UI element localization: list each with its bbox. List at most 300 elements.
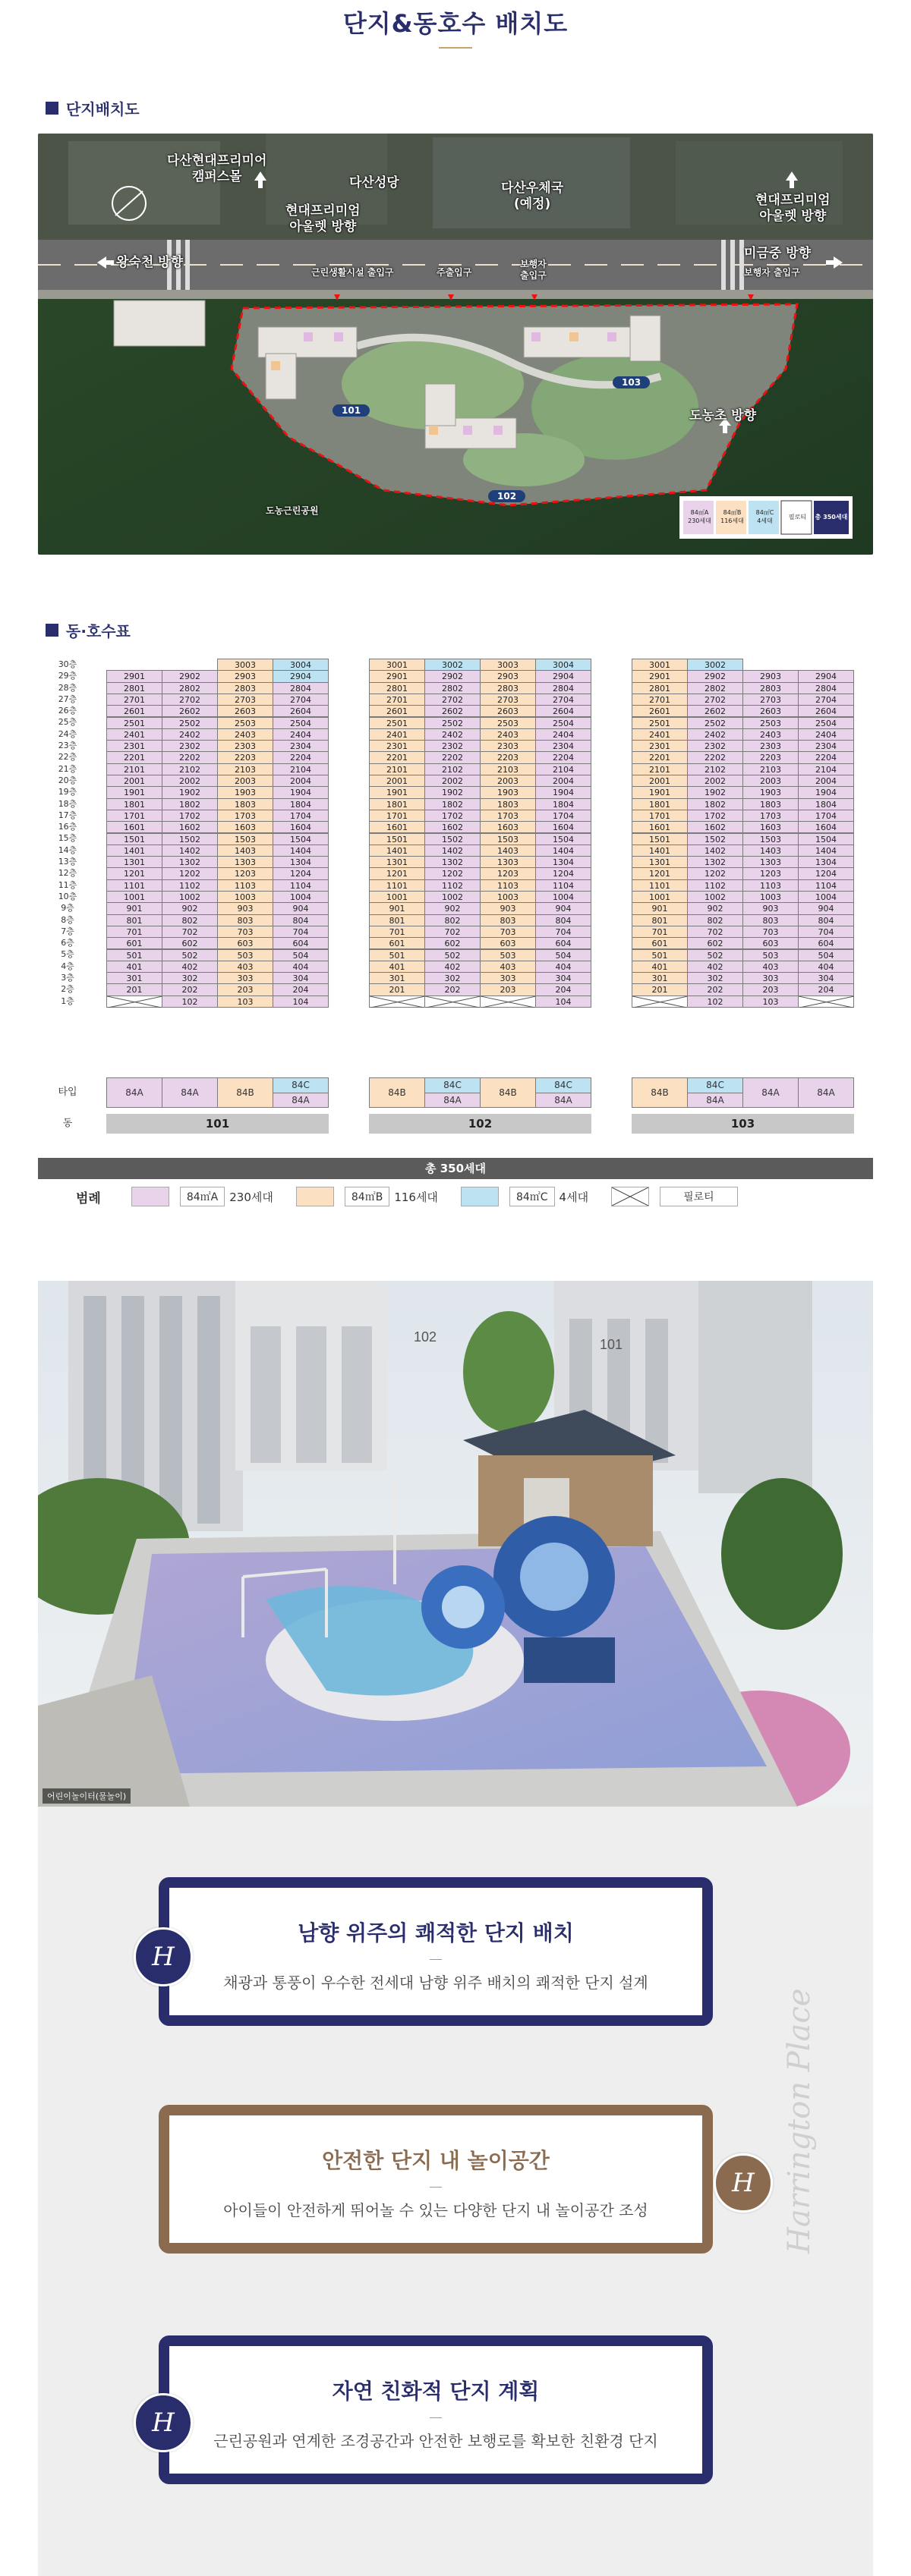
- unit-cell: 2004: [535, 775, 591, 787]
- piloti-cell: [369, 995, 425, 1008]
- feature-title: 안전한 단지 내 놀이공간: [322, 2148, 550, 2173]
- unit-cell: 603: [742, 937, 799, 949]
- unit-cell: 2204: [798, 751, 854, 763]
- unit-cell: 504: [273, 949, 329, 961]
- unit-cell: 802: [687, 914, 743, 926]
- unit-cell: 2604: [273, 705, 329, 717]
- unit-cell: 1502: [687, 833, 743, 845]
- unit-cell: 1204: [273, 867, 329, 879]
- floor-label: 9층: [61, 903, 74, 914]
- unit-cell: 1503: [742, 833, 799, 845]
- unit-cell: 2301: [106, 740, 162, 752]
- unit-cell: 304: [273, 972, 329, 984]
- unit-cell: 3001: [632, 659, 688, 671]
- piloti-cell: [632, 995, 688, 1008]
- unit-cell: 2103: [742, 763, 799, 775]
- unit-cell: 701: [632, 926, 688, 938]
- unit-cell: 404: [535, 961, 591, 973]
- type-label: 84A: [273, 1093, 328, 1108]
- unit-cell: 203: [742, 983, 799, 995]
- floor-label: 13층: [58, 857, 77, 867]
- unit-cell: 1404: [273, 845, 329, 857]
- site-plan-map: [38, 134, 873, 555]
- unit-cell: 2901: [369, 670, 425, 682]
- floor-label: 12층: [58, 868, 77, 879]
- unit-cell: 1303: [742, 856, 799, 868]
- unit-cell: 1002: [424, 891, 481, 903]
- unit-cell: 1602: [687, 821, 743, 833]
- map-legend-piloti: 필로티: [788, 514, 807, 521]
- unit-cell: 404: [273, 961, 329, 973]
- unit-cell: 2601: [632, 705, 688, 717]
- unit-cell: 2003: [742, 775, 799, 787]
- unit-cell: 701: [106, 926, 162, 938]
- unit-cell: 1204: [798, 867, 854, 879]
- unit-cell: 2104: [798, 763, 854, 775]
- unit-cell: 303: [742, 972, 799, 984]
- type-cell: [687, 1077, 743, 1108]
- unit-cell: 604: [798, 937, 854, 949]
- unit-cell: 1501: [106, 833, 162, 845]
- unit-cell: 501: [632, 949, 688, 961]
- unit-cell: 2101: [632, 763, 688, 775]
- unit-cell: 102: [162, 995, 218, 1008]
- unit-cell: 2001: [369, 775, 425, 787]
- unit-cell: 203: [217, 983, 273, 995]
- legend-label-84a: 84㎡A: [180, 1187, 225, 1206]
- unit-cell: 203: [480, 983, 536, 995]
- unit-cell: 1901: [369, 786, 425, 798]
- unit-cell: 904: [273, 902, 329, 914]
- unit-cell: 2901: [632, 670, 688, 682]
- unit-table-title: 동·호수표: [66, 622, 131, 640]
- unit-cell: 1104: [535, 879, 591, 892]
- unit-cell: 1202: [424, 867, 481, 879]
- unit-cell: 904: [535, 902, 591, 914]
- dong-label: 103: [632, 1114, 854, 1134]
- site-plan-title: 단지배치도: [66, 100, 140, 118]
- map-legend-84a: 84㎡A 230세대: [688, 509, 711, 524]
- unit-cell: 2602: [687, 705, 743, 717]
- unit-cell: 2302: [687, 740, 743, 752]
- unit-cell: 904: [798, 902, 854, 914]
- feature-title: 자연 친화적 단지 계획: [332, 2379, 540, 2404]
- floor-label: 8층: [61, 914, 74, 925]
- unit-cell: 2401: [106, 728, 162, 741]
- floor-label: 16층: [58, 822, 77, 832]
- feature-divider: [430, 2187, 442, 2188]
- title-divider: [439, 47, 472, 49]
- unit-cell: 2201: [106, 751, 162, 763]
- unit-cell: 1904: [273, 786, 329, 798]
- unit-cell: 901: [369, 902, 425, 914]
- type-label: 84A: [688, 1093, 742, 1108]
- unit-cell: 2803: [217, 682, 273, 694]
- unit-cell: 302: [687, 972, 743, 984]
- type-cell: [162, 1077, 218, 1108]
- playground-building-101: 101: [600, 1337, 623, 1352]
- unit-cell: 1202: [162, 867, 218, 879]
- unit-cell: 2002: [424, 775, 481, 787]
- unit-cell: 602: [424, 937, 481, 949]
- legend-label-84c: 84㎡C: [509, 1187, 555, 1206]
- unit-cell: 2703: [480, 694, 536, 706]
- unit-cell: 704: [535, 926, 591, 938]
- unit-cell: 1904: [798, 786, 854, 798]
- label-wangsuk-direction: 왕숙천 방향: [116, 255, 184, 270]
- type-cell: [217, 1077, 273, 1108]
- unit-cell: 902: [424, 902, 481, 914]
- unit-cell: 2702: [687, 694, 743, 706]
- unit-cell: 304: [535, 972, 591, 984]
- unit-cell: 2101: [106, 763, 162, 775]
- label-entrance-commercial: 근린생활시설 출입구: [311, 267, 394, 278]
- unit-cell: 1704: [273, 810, 329, 822]
- unit-cell: 2402: [687, 728, 743, 741]
- playground-caption: 어린이놀이터(물놀이): [43, 1788, 131, 1804]
- unit-cell: 1103: [217, 879, 273, 892]
- unit-cell: 1304: [798, 856, 854, 868]
- emblem-icon: H: [134, 2393, 193, 2452]
- feature-card-south-layout: [159, 1877, 713, 2026]
- unit-cell: 2704: [535, 694, 591, 706]
- unit-cell: 1001: [106, 891, 162, 903]
- unit-cell: 202: [687, 983, 743, 995]
- unit-cell: 2402: [162, 728, 218, 741]
- unit-cell: 2103: [217, 763, 273, 775]
- floor-label: 24층: [58, 728, 77, 739]
- unit-cell: 1802: [687, 798, 743, 810]
- unit-cell: 2503: [480, 717, 536, 729]
- unit-cell: 1304: [273, 856, 329, 868]
- unit-cell: 1403: [480, 845, 536, 857]
- floor-label: 14층: [58, 845, 77, 855]
- unit-cell: 801: [369, 914, 425, 926]
- label-donong-direction: 도농초 방향: [689, 408, 757, 423]
- section-bullet-icon: [46, 102, 58, 115]
- unit-cell: 1203: [217, 867, 273, 879]
- unit-cell: 2202: [424, 751, 481, 763]
- unit-cell: 2504: [798, 717, 854, 729]
- floor-label: 19층: [58, 787, 77, 797]
- unit-cell: 1402: [162, 845, 218, 857]
- unit-cell: 402: [424, 961, 481, 973]
- piloti-cell: [106, 995, 162, 1008]
- unit-table-heading: [46, 619, 131, 641]
- unit-cell: 2001: [632, 775, 688, 787]
- unit-cell: 2202: [687, 751, 743, 763]
- floor-label: 11층: [58, 879, 77, 890]
- unit-cell: 2401: [632, 728, 688, 741]
- feature-desc: 채광과 통풍이 우수한 전세대 남향 위주 배치의 쾌적한 단지 설계: [223, 1974, 648, 1992]
- unit-cell: 703: [217, 926, 273, 938]
- unit-cell: 3004: [535, 659, 591, 671]
- unit-cell: 2801: [369, 682, 425, 694]
- unit-cell: 403: [742, 961, 799, 973]
- unit-cell: 1902: [162, 786, 218, 798]
- unit-cell: 2002: [687, 775, 743, 787]
- unit-cell: 2904: [535, 670, 591, 682]
- unit-cell: 1701: [369, 810, 425, 822]
- type-label: 84A: [107, 1078, 162, 1107]
- unit-cell: 502: [162, 949, 218, 961]
- unit-cell: 804: [273, 914, 329, 926]
- unit-cell: 1304: [535, 856, 591, 868]
- site-plan-drawing: [38, 134, 873, 555]
- unit-cell: 2303: [217, 740, 273, 752]
- unit-cell: 1203: [742, 867, 799, 879]
- unit-cell: 701: [369, 926, 425, 938]
- label-migeum-direction: 미금중 방향: [744, 246, 812, 261]
- unit-cell: 2902: [162, 670, 218, 682]
- unit-cell: 1803: [217, 798, 273, 810]
- unit-cell: 1703: [480, 810, 536, 822]
- unit-cell: 1201: [106, 867, 162, 879]
- unit-cell: 401: [632, 961, 688, 973]
- unit-cell: 3001: [369, 659, 425, 671]
- legend-label-piloti: 필로티: [660, 1187, 738, 1206]
- unit-cell: 301: [632, 972, 688, 984]
- unit-cell: 403: [217, 961, 273, 973]
- unit-cell: 402: [687, 961, 743, 973]
- unit-cell: 1702: [424, 810, 481, 822]
- unit-cell: 2904: [273, 670, 329, 682]
- feature-desc: 아이들이 안전하게 뛰어놀 수 있는 다양한 단지 내 놀이공간 조성: [223, 2201, 648, 2219]
- floor-label: 23층: [58, 741, 77, 751]
- unit-cell: 2903: [742, 670, 799, 682]
- type-cell: [535, 1077, 591, 1108]
- unit-cell: 1302: [424, 856, 481, 868]
- floor-label: 3층: [61, 973, 74, 983]
- unit-cell: 204: [535, 983, 591, 995]
- unit-cell: 1604: [798, 821, 854, 833]
- label-entrance-pedestrian-1: 보행자 출입구: [520, 259, 547, 281]
- unit-cell: 2002: [162, 775, 218, 787]
- unit-cell: 103: [217, 995, 273, 1008]
- unit-cell: 1903: [742, 786, 799, 798]
- unit-cell: 302: [162, 972, 218, 984]
- unit-cell: 503: [480, 949, 536, 961]
- unit-cell: 202: [424, 983, 481, 995]
- unit-cell: 2701: [369, 694, 425, 706]
- unit-cell: 1402: [687, 845, 743, 857]
- unit-cell: 1302: [162, 856, 218, 868]
- unit-cell: 2603: [742, 705, 799, 717]
- unit-cell: 703: [480, 926, 536, 938]
- floor-label: 22층: [58, 752, 77, 763]
- unit-cell: 704: [798, 926, 854, 938]
- unit-cell: 801: [632, 914, 688, 926]
- unit-cell: 1003: [480, 891, 536, 903]
- label-entrance-main: 주출입구: [437, 267, 472, 278]
- unit-cell: 702: [424, 926, 481, 938]
- map-legend-total: 총 350세대: [815, 514, 848, 521]
- unit-cell: 2804: [535, 682, 591, 694]
- unit-cell: 2003: [480, 775, 536, 787]
- type-cell: [106, 1077, 162, 1108]
- unit-cell: 1504: [273, 833, 329, 845]
- unit-cell: 2201: [632, 751, 688, 763]
- unit-cell: 2803: [480, 682, 536, 694]
- unit-cell: 903: [742, 902, 799, 914]
- piloti-cell: [424, 995, 481, 1008]
- unit-cell: 1703: [742, 810, 799, 822]
- unit-cell: 2604: [535, 705, 591, 717]
- unit-cell: 201: [632, 983, 688, 995]
- unit-cell: 3002: [687, 659, 743, 671]
- floor-label: 10층: [58, 891, 77, 901]
- dong-label: 101: [106, 1114, 329, 1134]
- unit-cell: 2703: [217, 694, 273, 706]
- unit-cell: 1002: [162, 891, 218, 903]
- label-outlet-right: 현대프리미엄 아울렛 방향: [755, 193, 831, 225]
- unit-cell: 2104: [273, 763, 329, 775]
- unit-cell: 1003: [742, 891, 799, 903]
- unit-cell: 2601: [106, 705, 162, 717]
- building-102-label: 102: [488, 490, 525, 502]
- unit-cell: 2301: [632, 740, 688, 752]
- unit-cell: 501: [369, 949, 425, 961]
- unit-cell: 2401: [369, 728, 425, 741]
- unit-cell: 1403: [742, 845, 799, 857]
- unit-cell: 104: [273, 995, 329, 1008]
- unit-cell: 504: [798, 949, 854, 961]
- unit-cell: 1801: [632, 798, 688, 810]
- unit-cell: 2102: [162, 763, 218, 775]
- type-label: 84B: [632, 1078, 687, 1107]
- unit-cell: 2303: [480, 740, 536, 752]
- unit-cell: 804: [535, 914, 591, 926]
- unit-cell: 1004: [273, 891, 329, 903]
- unit-cell: 2704: [273, 694, 329, 706]
- unit-cell: 1102: [162, 879, 218, 892]
- legend-count-84b: 116세대: [394, 1190, 438, 1204]
- unit-cell: 104: [535, 995, 591, 1008]
- floor-label: 26층: [58, 706, 77, 716]
- map-legend: [683, 501, 850, 534]
- unit-cell: 401: [106, 961, 162, 973]
- unit-cell: 803: [480, 914, 536, 926]
- unit-cell: 1001: [369, 891, 425, 903]
- unit-cell: 1603: [742, 821, 799, 833]
- unit-cell: 1102: [424, 879, 481, 892]
- unit-cell: 1502: [162, 833, 218, 845]
- unit-cell: 1603: [217, 821, 273, 833]
- type-label: 84B: [370, 1078, 424, 1107]
- unit-cell: 2802: [162, 682, 218, 694]
- unit-cell: 301: [369, 972, 425, 984]
- unit-cell: 2804: [273, 682, 329, 694]
- unit-cell: 1601: [369, 821, 425, 833]
- unit-cell: 2603: [480, 705, 536, 717]
- feature-title: 남향 위주의 쾌적한 단지 배치: [298, 1920, 574, 1945]
- unit-cell: 1704: [798, 810, 854, 822]
- unit-cell: 901: [106, 902, 162, 914]
- unit-cell: 2101: [369, 763, 425, 775]
- unit-cell: 803: [742, 914, 799, 926]
- unit-cell: 2102: [687, 763, 743, 775]
- unit-cell: 602: [687, 937, 743, 949]
- unit-cell: 2302: [162, 740, 218, 752]
- unit-cell: 2701: [632, 694, 688, 706]
- unit-cell: 2501: [632, 717, 688, 729]
- unit-cell: 1401: [106, 845, 162, 857]
- unit-cell: 2702: [424, 694, 481, 706]
- unit-cell: 1601: [106, 821, 162, 833]
- unit-cell: 102: [687, 995, 743, 1008]
- unit-cell: 2403: [480, 728, 536, 741]
- map-legend-84b: 84㎡B 116세대: [720, 509, 744, 524]
- page-title: 단지&동호수 배치도: [342, 9, 569, 38]
- unit-cell: 1703: [217, 810, 273, 822]
- unit-cell: 303: [217, 972, 273, 984]
- unit-cell: 601: [106, 937, 162, 949]
- feature-divider: [430, 1959, 442, 1960]
- unit-cell: 1404: [798, 845, 854, 857]
- unit-cell: 2303: [742, 740, 799, 752]
- unit-cell: 703: [742, 926, 799, 938]
- unit-cell: 1904: [535, 786, 591, 798]
- unit-cell: 1303: [217, 856, 273, 868]
- unit-cell: 2203: [217, 751, 273, 763]
- unit-cell: 302: [424, 972, 481, 984]
- unit-cell: 804: [798, 914, 854, 926]
- unit-cell: 2404: [535, 728, 591, 741]
- unit-cell: 802: [424, 914, 481, 926]
- feature-card-playground: [159, 2105, 713, 2254]
- unit-cell: 1404: [535, 845, 591, 857]
- unit-cell: 2504: [273, 717, 329, 729]
- unit-cell: 1204: [535, 867, 591, 879]
- unit-cell: 1701: [632, 810, 688, 822]
- unit-cell: 201: [369, 983, 425, 995]
- floor-label: 27층: [58, 694, 77, 704]
- unit-cell: 603: [217, 937, 273, 949]
- building-101-label: 101: [333, 404, 370, 417]
- type-cell: [632, 1077, 688, 1108]
- label-entrance-pedestrian-2: 보행자 출입구: [744, 267, 800, 278]
- unit-cell: 1601: [632, 821, 688, 833]
- unit-cell: 204: [798, 983, 854, 995]
- unit-cell: 604: [535, 937, 591, 949]
- unit-cell: 1602: [424, 821, 481, 833]
- unit-cell: 1803: [480, 798, 536, 810]
- unit-cell: 902: [687, 902, 743, 914]
- unit-cell: 2802: [687, 682, 743, 694]
- floor-label: 17층: [58, 810, 77, 820]
- unit-cell: 1804: [535, 798, 591, 810]
- unit-cell: 402: [162, 961, 218, 973]
- unit-cell: 1902: [424, 786, 481, 798]
- type-label: 84C: [536, 1078, 591, 1093]
- unit-cell: 501: [106, 949, 162, 961]
- type-label: 84A: [743, 1078, 798, 1107]
- label-park: 도농근린공원: [266, 505, 319, 516]
- section-bullet-icon: [46, 624, 58, 637]
- dong-row-label: 동: [62, 1118, 73, 1129]
- unit-cell: 1803: [742, 798, 799, 810]
- unit-cell: 304: [798, 972, 854, 984]
- piloti-cell: [480, 995, 536, 1008]
- floor-label: 2층: [61, 984, 74, 995]
- unit-cell: 1604: [535, 821, 591, 833]
- unit-cell: 1401: [632, 845, 688, 857]
- unit-cell: 1804: [273, 798, 329, 810]
- feature-desc: 근린공원과 연계한 조경공간과 안전한 보행로를 확보한 친환경 단지: [213, 2432, 658, 2450]
- unit-cell: 1501: [369, 833, 425, 845]
- unit-cell: 2204: [273, 751, 329, 763]
- unit-cell: 1802: [162, 798, 218, 810]
